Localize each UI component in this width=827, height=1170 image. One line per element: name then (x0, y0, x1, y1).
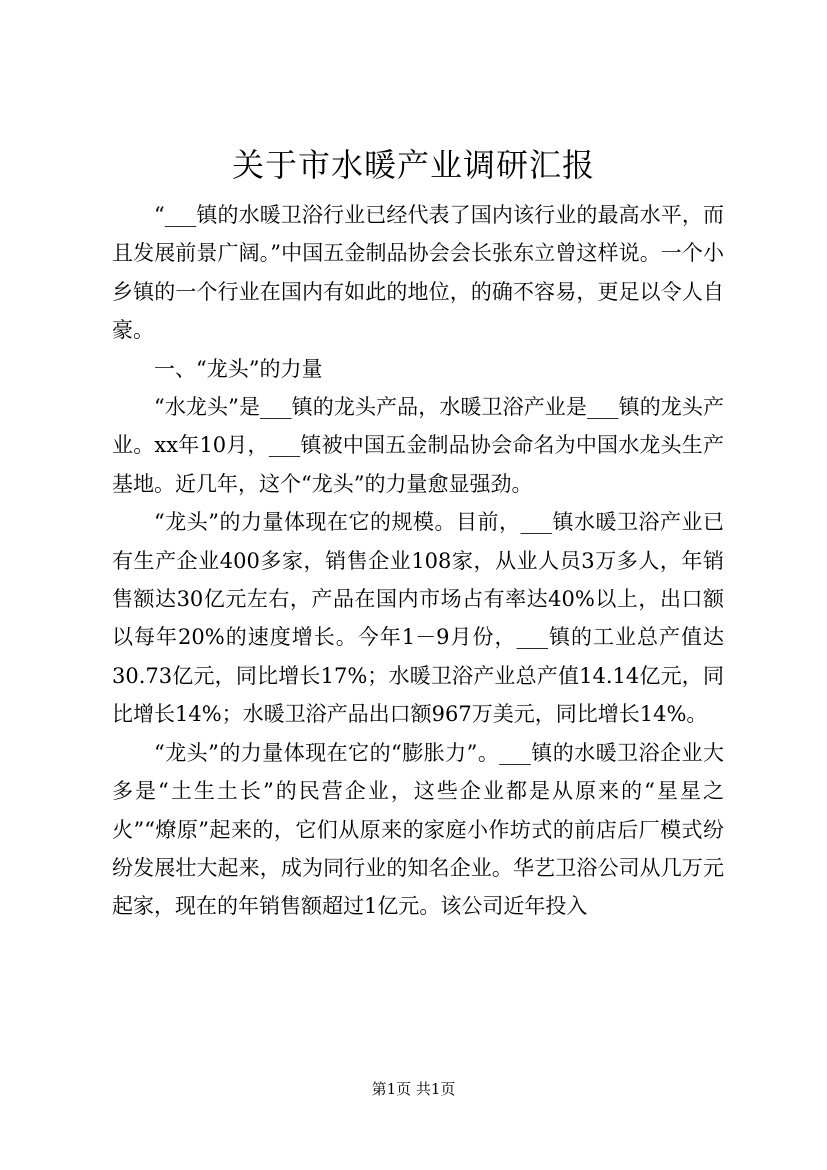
section-heading: 一、“龙头”的力量 (154, 356, 323, 381)
paragraph-faucet: “水龙头”是___镇的龙头产品，水暖卫浴产业是___镇的龙头产业。xx年10月，___镇被中国五金制品协会命名为中国水龙头生产基地。近几年，这个“龙头”的力量愈显强劲。 (112, 395, 724, 496)
document-body (112, 196, 724, 926)
page-number-footer: 第1页 共1页 (371, 1080, 456, 1098)
document-title: 关于市水暖产业调研汇报 (231, 146, 595, 184)
paragraph-intro: “___镇的水暖卫浴行业已经代表了国内该行业的最高水平，而且发展前景广阔。”中国五金制品协会会长张东立曾这样说。一个小乡镇的一个行业在国内有如此的地位，的确不容易，更足以令人自豪。 (112, 203, 724, 343)
paragraph-expansion: “龙头”的力量体现在它的“膨胀力”。___镇的水暖卫浴企业大多是“土生土长”的民营企业，这些企业都是从原来的“星星之火”“燎原”起来的，它们从原来的家庭小作坊式的前店后厂模式纷纷发展壮大起来，成为同行业的知名企业。华艺卫浴公司从几万元起家，现在的年销售额超过1亿元。该公司近年投入 (112, 740, 724, 919)
paragraph-scale: “龙头”的力量体现在它的规模。目前，___镇水暖卫浴产业已有生产企业400多家，销售企业108家，从业人员3万多人，年销售额达30亿元左右，产品在国内市场占有率达40%以上，出口额以每年20%的速度增长。今年1－9月份，___镇的工业总产值达30.73亿元，同比增长17%；水暖卫浴产业总产值14.14亿元，同比增长14%；水暖卫浴产品出口额967万美元，同比增长14%。 (112, 510, 724, 727)
